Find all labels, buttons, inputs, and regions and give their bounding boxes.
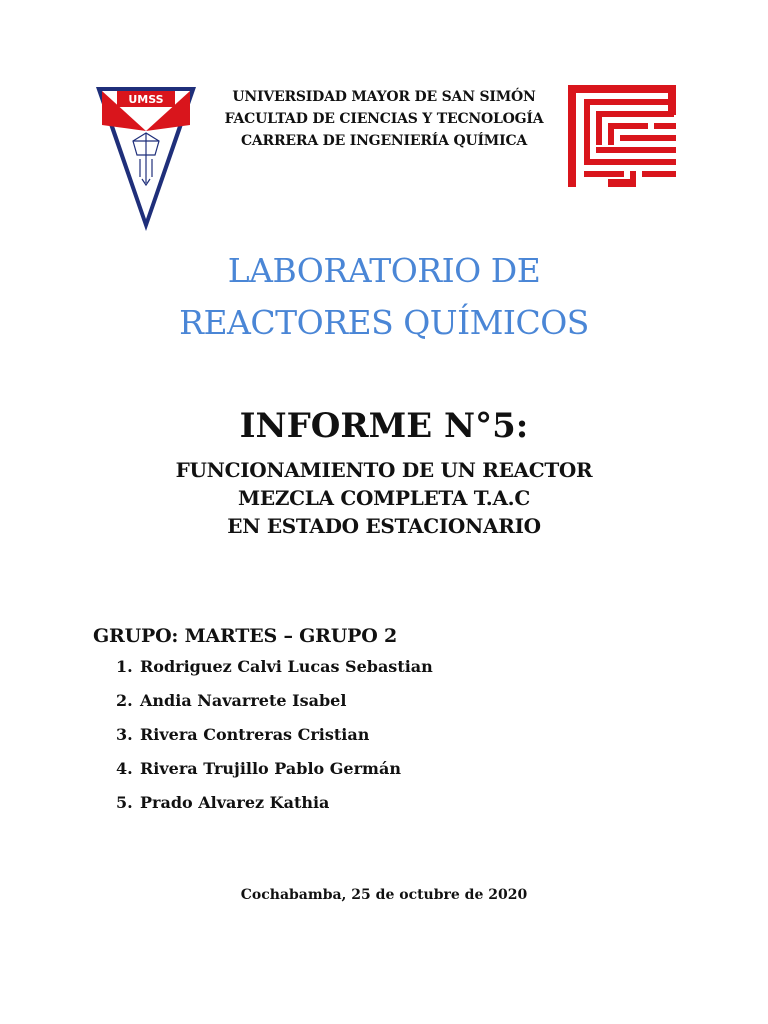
lab-title-line2: REACTORES QUÍMICOS — [179, 303, 589, 342]
lab-title — [0, 245, 768, 349]
list-item — [116, 756, 433, 790]
member-name: Andia Navarrete Isabel — [140, 691, 347, 710]
place-date: Cochabamba, 25 de octubre de 2020 — [240, 887, 528, 903]
list-item — [116, 688, 433, 722]
career-name: CARRERA DE INGENIERÍA QUÍMICA — [240, 133, 528, 149]
member-number: 5. — [116, 793, 133, 812]
faculty-name: FACULTAD DE CIENCIAS Y TECNOLOGÍA — [224, 111, 544, 127]
report-subtitle-line1: FUNCIONAMIENTO DE UN REACTOR — [175, 458, 593, 482]
university-name: UNIVERSIDAD MAYOR DE SAN SIMÓN — [232, 89, 536, 105]
report-number: INFORME N°5: — [239, 406, 529, 446]
list-item — [116, 654, 433, 688]
member-name: Rodriguez Calvi Lucas Sebastian — [140, 657, 433, 676]
member-number: 3. — [116, 725, 133, 744]
list-item — [116, 722, 433, 756]
group-heading: GRUPO: MARTES – GRUPO 2 — [93, 625, 398, 647]
member-number: 4. — [116, 759, 133, 778]
umss-shield-logo — [95, 85, 197, 233]
member-number: 2. — [116, 691, 133, 710]
report-subtitle — [0, 456, 768, 540]
member-name: Rivera Trujillo Pablo Germán — [140, 759, 401, 778]
report-subtitle-line2: MEZCLA COMPLETA T.A.C — [238, 486, 530, 510]
member-name: Rivera Contreras Cristian — [140, 725, 370, 744]
umss-logo-text: UMSS — [128, 93, 164, 106]
fcyt-maze-logo — [568, 85, 676, 187]
members-list — [116, 654, 433, 824]
list-item — [116, 790, 433, 824]
lab-title-line1: LABORATORIO DE — [227, 251, 541, 290]
report-subtitle-line3: EN ESTADO ESTACIONARIO — [227, 514, 541, 538]
member-name: Prado Alvarez Kathia — [140, 793, 330, 812]
institution-header — [200, 86, 568, 152]
member-number: 1. — [116, 657, 133, 676]
